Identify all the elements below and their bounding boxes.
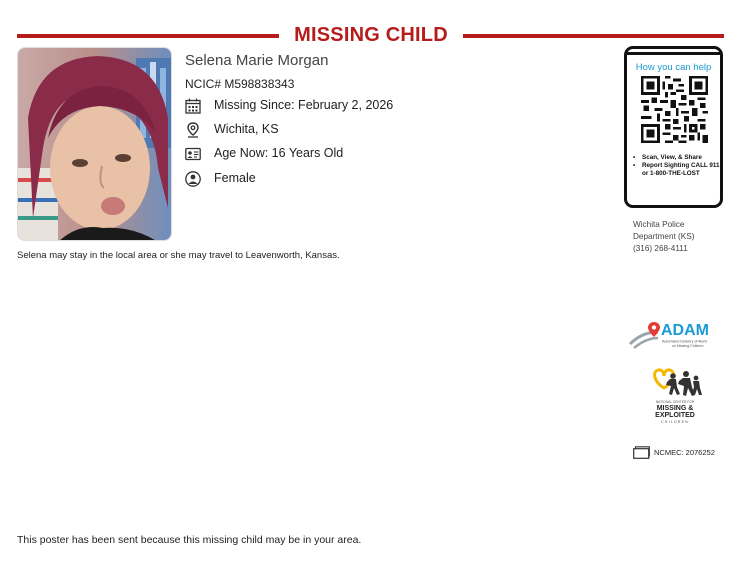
help-bullet-share: • Scan, View, & Share xyxy=(632,154,720,162)
child-photo xyxy=(17,47,172,241)
missing-since-row xyxy=(185,97,394,115)
ncmec-small-line: NATIONAL CENTER FOR xyxy=(655,400,695,404)
location-row xyxy=(185,121,279,139)
adam-tagline2: on Missing Children xyxy=(672,344,704,348)
ncic-number: NCIC# M598838343 xyxy=(185,77,295,91)
ncmec-line1: MISSING & xyxy=(656,405,694,412)
circumstance-description: Selena may stay in the local area or she may travel to Leavenworth, Kansas. xyxy=(17,250,340,261)
help-bullet-report: • Report Sighting CALL 911 or 1-800-THE-LOST xyxy=(632,162,720,178)
ncmec-line3: CHILDREN xyxy=(661,420,689,424)
age-row xyxy=(185,145,344,163)
header-rule-right xyxy=(463,34,724,38)
ncmec-case-number: NCMEC: 2076252 xyxy=(654,448,715,457)
child-name: Selena Marie Morgan xyxy=(185,52,329,69)
agency-name-line1: Wichita Police xyxy=(633,220,685,229)
calendar-icon xyxy=(185,98,201,114)
id-card-icon xyxy=(185,146,201,162)
poster-footer: This poster has been sent because this missing child may be in your area. xyxy=(17,534,362,546)
case-folder-icon xyxy=(633,446,650,459)
last-seen-location: Wichita, KS xyxy=(214,122,279,136)
how-to-help-card xyxy=(624,46,723,208)
missing-since: Missing Since: February 2, 2026 xyxy=(214,98,394,112)
ncmec-line2: EXPLOITED xyxy=(655,412,695,419)
adam-wordmark: ADAM xyxy=(661,322,709,339)
adam-tagline1: Automated Delivery of Alerts xyxy=(662,339,708,344)
phone-notch xyxy=(627,52,720,55)
case-number-row xyxy=(633,446,715,459)
qr-code-icon[interactable] xyxy=(641,76,708,143)
sex: Female xyxy=(214,171,256,185)
sex-row xyxy=(185,170,256,188)
header-rule-left xyxy=(17,34,279,38)
agency-contact xyxy=(633,219,723,255)
person-icon xyxy=(185,171,201,187)
age-now: Age Now: 16 Years Old xyxy=(214,146,344,160)
location-pin-icon xyxy=(185,122,201,138)
how-to-help-list xyxy=(632,154,720,179)
agency-name-line2: Department (KS) xyxy=(633,232,695,242)
agency-phone: (316) 268-4111 xyxy=(633,244,688,254)
adam-logo xyxy=(628,318,720,354)
poster-title: MISSING CHILD xyxy=(294,24,448,46)
how-to-help-heading: How you can help xyxy=(635,62,712,73)
ncmec-logo xyxy=(646,368,704,428)
